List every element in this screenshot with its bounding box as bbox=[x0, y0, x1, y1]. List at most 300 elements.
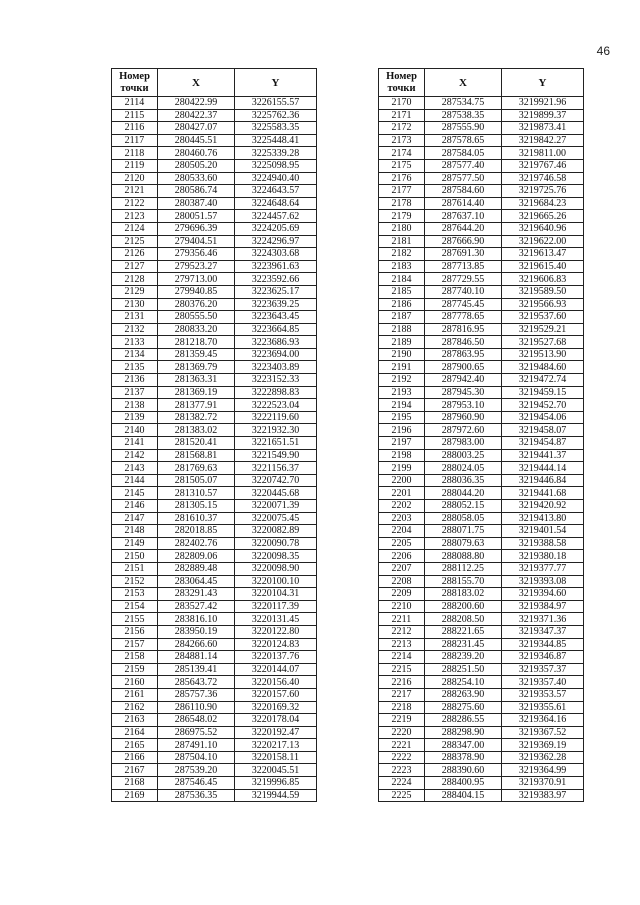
y-cell: 3225098.95 bbox=[235, 159, 317, 172]
table-row bbox=[379, 399, 584, 412]
x-cell: 279713.00 bbox=[158, 273, 235, 286]
x-cell: 287953.10 bbox=[425, 399, 502, 412]
x-cell: 281382.72 bbox=[158, 411, 235, 424]
point-number-cell: 2127 bbox=[112, 260, 158, 273]
point-number-cell: 2130 bbox=[112, 298, 158, 311]
x-cell: 287745.45 bbox=[425, 298, 502, 311]
y-cell: 3219589.50 bbox=[502, 285, 584, 298]
table-row bbox=[379, 134, 584, 147]
point-number-cell: 2147 bbox=[112, 512, 158, 525]
y-cell: 3223403.89 bbox=[235, 361, 317, 374]
y-cell: 3220100.10 bbox=[235, 575, 317, 588]
x-cell: 287577.50 bbox=[425, 172, 502, 185]
point-number-cell: 2198 bbox=[379, 449, 425, 462]
point-number-cell: 2146 bbox=[112, 500, 158, 513]
table-row bbox=[112, 386, 317, 399]
table-row bbox=[112, 537, 317, 550]
y-cell: 3220192.47 bbox=[235, 726, 317, 739]
y-cell: 3220122.80 bbox=[235, 625, 317, 638]
y-cell: 3223152.33 bbox=[235, 374, 317, 387]
table-row bbox=[379, 663, 584, 676]
y-cell: 3220045.51 bbox=[235, 764, 317, 777]
y-cell: 3219944.59 bbox=[235, 789, 317, 802]
table-row bbox=[112, 651, 317, 664]
point-number-cell: 2191 bbox=[379, 361, 425, 374]
point-number-cell: 2171 bbox=[379, 109, 425, 122]
y-cell: 3219842.27 bbox=[502, 134, 584, 147]
y-cell: 3220157.60 bbox=[235, 688, 317, 701]
point-number-cell: 2214 bbox=[379, 651, 425, 664]
y-cell: 3224205.69 bbox=[235, 222, 317, 235]
x-cell: 288088.80 bbox=[425, 550, 502, 563]
x-cell: 284881.14 bbox=[158, 651, 235, 664]
point-number-cell: 2114 bbox=[112, 97, 158, 110]
point-number-cell: 2138 bbox=[112, 399, 158, 412]
point-number-cell: 2177 bbox=[379, 185, 425, 198]
y-cell: 3219401.54 bbox=[502, 525, 584, 538]
table-row bbox=[112, 348, 317, 361]
y-cell: 3219566.93 bbox=[502, 298, 584, 311]
y-cell: 3225339.28 bbox=[235, 147, 317, 160]
point-number-cell: 2200 bbox=[379, 474, 425, 487]
point-number-cell: 2188 bbox=[379, 323, 425, 336]
x-cell: 288058.05 bbox=[425, 512, 502, 525]
x-cell: 281568.81 bbox=[158, 449, 235, 462]
table-row bbox=[379, 462, 584, 475]
header-point-number: Номер точки bbox=[112, 69, 158, 97]
x-cell: 287546.45 bbox=[158, 777, 235, 790]
y-cell: 3223592.66 bbox=[235, 273, 317, 286]
x-cell: 285643.72 bbox=[158, 676, 235, 689]
table-row bbox=[379, 777, 584, 790]
point-number-cell: 2175 bbox=[379, 159, 425, 172]
table-row bbox=[112, 235, 317, 248]
x-cell: 288155.70 bbox=[425, 575, 502, 588]
x-cell: 288200.60 bbox=[425, 600, 502, 613]
table-row bbox=[379, 298, 584, 311]
y-cell: 3221156.37 bbox=[235, 462, 317, 475]
y-cell: 3219364.16 bbox=[502, 714, 584, 727]
x-cell: 283064.45 bbox=[158, 575, 235, 588]
point-number-cell: 2126 bbox=[112, 248, 158, 261]
point-number-cell: 2161 bbox=[112, 688, 158, 701]
header-point-number: Номер точки bbox=[379, 69, 425, 97]
x-cell: 287778.65 bbox=[425, 311, 502, 324]
x-cell: 288183.02 bbox=[425, 588, 502, 601]
x-cell: 282018.85 bbox=[158, 525, 235, 538]
point-number-cell: 2189 bbox=[379, 336, 425, 349]
x-cell: 287945.30 bbox=[425, 386, 502, 399]
table-row bbox=[112, 562, 317, 575]
y-cell: 3224648.64 bbox=[235, 197, 317, 210]
point-number-cell: 2211 bbox=[379, 613, 425, 626]
point-number-cell: 2225 bbox=[379, 789, 425, 802]
y-cell: 3220178.04 bbox=[235, 714, 317, 727]
point-number-cell: 2212 bbox=[379, 625, 425, 638]
table-row bbox=[112, 399, 317, 412]
table-row bbox=[112, 575, 317, 588]
point-number-cell: 2205 bbox=[379, 537, 425, 550]
x-cell: 288404.15 bbox=[425, 789, 502, 802]
y-cell: 3221932.30 bbox=[235, 424, 317, 437]
point-number-cell: 2149 bbox=[112, 537, 158, 550]
x-cell: 280460.76 bbox=[158, 147, 235, 160]
x-cell: 287644.20 bbox=[425, 222, 502, 235]
y-cell: 3219371.36 bbox=[502, 613, 584, 626]
header-x: X bbox=[158, 69, 235, 97]
point-number-cell: 2151 bbox=[112, 562, 158, 575]
table-row bbox=[379, 676, 584, 689]
point-number-cell: 2165 bbox=[112, 739, 158, 752]
x-cell: 287740.10 bbox=[425, 285, 502, 298]
table-row bbox=[112, 298, 317, 311]
x-cell: 287691.30 bbox=[425, 248, 502, 261]
x-cell: 281305.15 bbox=[158, 500, 235, 513]
table-row bbox=[112, 789, 317, 802]
point-number-cell: 2216 bbox=[379, 676, 425, 689]
point-number-cell: 2131 bbox=[112, 311, 158, 324]
y-cell: 3219725.76 bbox=[502, 185, 584, 198]
y-cell: 3224457.62 bbox=[235, 210, 317, 223]
x-cell: 288263.90 bbox=[425, 688, 502, 701]
table-row bbox=[379, 600, 584, 613]
point-number-cell: 2145 bbox=[112, 487, 158, 500]
table-row bbox=[112, 248, 317, 261]
point-number-cell: 2202 bbox=[379, 500, 425, 513]
table-row bbox=[379, 185, 584, 198]
x-cell: 280833.20 bbox=[158, 323, 235, 336]
x-cell: 288221.65 bbox=[425, 625, 502, 638]
table-row bbox=[379, 109, 584, 122]
x-cell: 287637.10 bbox=[425, 210, 502, 223]
table-row bbox=[379, 424, 584, 437]
y-cell: 3219370.91 bbox=[502, 777, 584, 790]
x-cell: 288390.60 bbox=[425, 764, 502, 777]
point-number-cell: 2209 bbox=[379, 588, 425, 601]
x-cell: 281369.19 bbox=[158, 386, 235, 399]
point-number-cell: 2217 bbox=[379, 688, 425, 701]
x-cell: 288254.10 bbox=[425, 676, 502, 689]
table-row bbox=[112, 588, 317, 601]
y-cell: 3220137.76 bbox=[235, 651, 317, 664]
table-row bbox=[112, 600, 317, 613]
point-number-cell: 2141 bbox=[112, 437, 158, 450]
y-cell: 3220104.31 bbox=[235, 588, 317, 601]
x-cell: 283527.42 bbox=[158, 600, 235, 613]
x-cell: 287863.95 bbox=[425, 348, 502, 361]
x-cell: 281610.37 bbox=[158, 512, 235, 525]
point-number-cell: 2160 bbox=[112, 676, 158, 689]
y-cell: 3225448.41 bbox=[235, 134, 317, 147]
table-row bbox=[112, 424, 317, 437]
x-cell: 287666.90 bbox=[425, 235, 502, 248]
x-cell: 287539.20 bbox=[158, 764, 235, 777]
x-cell: 287538.35 bbox=[425, 109, 502, 122]
coordinates-table-left bbox=[111, 68, 317, 802]
x-cell: 288286.55 bbox=[425, 714, 502, 727]
point-number-cell: 2206 bbox=[379, 550, 425, 563]
point-number-cell: 2184 bbox=[379, 273, 425, 286]
y-cell: 3225762.36 bbox=[235, 109, 317, 122]
point-number-cell: 2224 bbox=[379, 777, 425, 790]
table-row bbox=[112, 374, 317, 387]
point-number-cell: 2194 bbox=[379, 399, 425, 412]
point-number-cell: 2183 bbox=[379, 260, 425, 273]
x-cell: 287846.50 bbox=[425, 336, 502, 349]
y-cell: 3219472.74 bbox=[502, 374, 584, 387]
point-number-cell: 2186 bbox=[379, 298, 425, 311]
point-number-cell: 2115 bbox=[112, 109, 158, 122]
x-cell: 288003.25 bbox=[425, 449, 502, 462]
point-number-cell: 2223 bbox=[379, 764, 425, 777]
point-number-cell: 2168 bbox=[112, 777, 158, 790]
table-row bbox=[379, 474, 584, 487]
x-cell: 288024.05 bbox=[425, 462, 502, 475]
y-cell: 3219353.57 bbox=[502, 688, 584, 701]
table-row bbox=[379, 625, 584, 638]
table-row bbox=[112, 159, 317, 172]
y-cell: 3219367.52 bbox=[502, 726, 584, 739]
point-number-cell: 2173 bbox=[379, 134, 425, 147]
y-cell: 3219454.06 bbox=[502, 411, 584, 424]
point-number-cell: 2150 bbox=[112, 550, 158, 563]
x-cell: 282809.06 bbox=[158, 550, 235, 563]
table-row bbox=[379, 726, 584, 739]
x-cell: 283950.19 bbox=[158, 625, 235, 638]
point-number-cell: 2158 bbox=[112, 651, 158, 664]
x-cell: 288400.95 bbox=[425, 777, 502, 790]
table-row bbox=[112, 512, 317, 525]
point-number-cell: 2221 bbox=[379, 739, 425, 752]
point-number-cell: 2204 bbox=[379, 525, 425, 538]
table-header-row bbox=[112, 69, 317, 97]
table-row bbox=[112, 714, 317, 727]
y-cell: 3219355.61 bbox=[502, 701, 584, 714]
x-cell: 288036.35 bbox=[425, 474, 502, 487]
point-number-cell: 2117 bbox=[112, 134, 158, 147]
table-row bbox=[379, 764, 584, 777]
point-number-cell: 2187 bbox=[379, 311, 425, 324]
x-cell: 280422.37 bbox=[158, 109, 235, 122]
table-row bbox=[112, 185, 317, 198]
x-cell: 286975.52 bbox=[158, 726, 235, 739]
y-cell: 3219347.37 bbox=[502, 625, 584, 638]
table-row bbox=[112, 210, 317, 223]
table-row bbox=[112, 449, 317, 462]
table-row bbox=[112, 222, 317, 235]
x-cell: 288298.90 bbox=[425, 726, 502, 739]
header-y: Y bbox=[502, 69, 584, 97]
x-cell: 280376.20 bbox=[158, 298, 235, 311]
table-row bbox=[379, 222, 584, 235]
x-cell: 287491.10 bbox=[158, 739, 235, 752]
point-number-cell: 2180 bbox=[379, 222, 425, 235]
y-cell: 3220117.39 bbox=[235, 600, 317, 613]
table-row bbox=[112, 625, 317, 638]
point-number-cell: 2153 bbox=[112, 588, 158, 601]
y-cell: 3219454.87 bbox=[502, 437, 584, 450]
x-cell: 281369.79 bbox=[158, 361, 235, 374]
point-number-cell: 2181 bbox=[379, 235, 425, 248]
table-row bbox=[112, 764, 317, 777]
table-row bbox=[112, 285, 317, 298]
y-cell: 3223694.00 bbox=[235, 348, 317, 361]
table-row bbox=[379, 437, 584, 450]
header-y: Y bbox=[235, 69, 317, 97]
table-row bbox=[112, 676, 317, 689]
x-cell: 281363.31 bbox=[158, 374, 235, 387]
point-number-cell: 2166 bbox=[112, 751, 158, 764]
point-number-cell: 2201 bbox=[379, 487, 425, 500]
table-row bbox=[379, 550, 584, 563]
y-cell: 3220124.83 bbox=[235, 638, 317, 651]
y-cell: 3220082.89 bbox=[235, 525, 317, 538]
x-cell: 288071.75 bbox=[425, 525, 502, 538]
x-cell: 287713.85 bbox=[425, 260, 502, 273]
point-number-cell: 2120 bbox=[112, 172, 158, 185]
x-cell: 287816.95 bbox=[425, 323, 502, 336]
point-number-cell: 2154 bbox=[112, 600, 158, 613]
table-row bbox=[379, 688, 584, 701]
x-cell: 288112.25 bbox=[425, 562, 502, 575]
point-number-cell: 2218 bbox=[379, 701, 425, 714]
point-number-cell: 2123 bbox=[112, 210, 158, 223]
table-row bbox=[112, 751, 317, 764]
point-number-cell: 2164 bbox=[112, 726, 158, 739]
y-cell: 3220445.68 bbox=[235, 487, 317, 500]
x-cell: 287960.90 bbox=[425, 411, 502, 424]
point-number-cell: 2142 bbox=[112, 449, 158, 462]
point-number-cell: 2219 bbox=[379, 714, 425, 727]
y-cell: 3223625.17 bbox=[235, 285, 317, 298]
y-cell: 3219346.87 bbox=[502, 651, 584, 664]
y-cell: 3224643.57 bbox=[235, 185, 317, 198]
point-number-cell: 2159 bbox=[112, 663, 158, 676]
table-row bbox=[112, 411, 317, 424]
table-row bbox=[379, 386, 584, 399]
y-cell: 3219458.07 bbox=[502, 424, 584, 437]
table-row bbox=[112, 323, 317, 336]
y-cell: 3220071.39 bbox=[235, 500, 317, 513]
table-row bbox=[379, 651, 584, 664]
point-number-cell: 2140 bbox=[112, 424, 158, 437]
point-number-cell: 2124 bbox=[112, 222, 158, 235]
y-cell: 3223639.25 bbox=[235, 298, 317, 311]
table-row bbox=[379, 336, 584, 349]
table-row bbox=[112, 739, 317, 752]
y-cell: 3219484.60 bbox=[502, 361, 584, 374]
y-cell: 3224940.40 bbox=[235, 172, 317, 185]
y-cell: 3224296.97 bbox=[235, 235, 317, 248]
x-cell: 281769.63 bbox=[158, 462, 235, 475]
y-cell: 3225583.35 bbox=[235, 122, 317, 135]
y-cell: 3220090.78 bbox=[235, 537, 317, 550]
point-number-cell: 2163 bbox=[112, 714, 158, 727]
x-cell: 285139.41 bbox=[158, 663, 235, 676]
table-row bbox=[379, 348, 584, 361]
point-number-cell: 2213 bbox=[379, 638, 425, 651]
y-cell: 3220098.35 bbox=[235, 550, 317, 563]
table-row bbox=[379, 512, 584, 525]
y-cell: 3219380.18 bbox=[502, 550, 584, 563]
x-cell: 281383.02 bbox=[158, 424, 235, 437]
table-row bbox=[112, 474, 317, 487]
point-number-cell: 2192 bbox=[379, 374, 425, 387]
y-cell: 3219377.77 bbox=[502, 562, 584, 575]
table-row bbox=[112, 172, 317, 185]
header-x: X bbox=[425, 69, 502, 97]
point-number-cell: 2128 bbox=[112, 273, 158, 286]
point-number-cell: 2121 bbox=[112, 185, 158, 198]
point-number-cell: 2172 bbox=[379, 122, 425, 135]
x-cell: 284266.60 bbox=[158, 638, 235, 651]
table-row bbox=[112, 688, 317, 701]
table-row bbox=[112, 197, 317, 210]
x-cell: 280586.74 bbox=[158, 185, 235, 198]
y-cell: 3221549.90 bbox=[235, 449, 317, 462]
table-row bbox=[112, 487, 317, 500]
point-number-cell: 2197 bbox=[379, 437, 425, 450]
point-number-cell: 2167 bbox=[112, 764, 158, 777]
x-cell: 287983.00 bbox=[425, 437, 502, 450]
coordinates-table-right bbox=[378, 68, 584, 802]
point-number-cell: 2137 bbox=[112, 386, 158, 399]
y-cell: 3219606.83 bbox=[502, 273, 584, 286]
table-header-row bbox=[379, 69, 584, 97]
x-cell: 288231.45 bbox=[425, 638, 502, 651]
point-number-cell: 2162 bbox=[112, 701, 158, 714]
table-row bbox=[379, 147, 584, 160]
table-row bbox=[112, 663, 317, 676]
table-row bbox=[379, 97, 584, 110]
y-cell: 3220158.11 bbox=[235, 751, 317, 764]
x-cell: 281505.07 bbox=[158, 474, 235, 487]
x-cell: 281310.57 bbox=[158, 487, 235, 500]
y-cell: 3219388.58 bbox=[502, 537, 584, 550]
x-cell: 288208.50 bbox=[425, 613, 502, 626]
y-cell: 3223664.85 bbox=[235, 323, 317, 336]
y-cell: 3219527.68 bbox=[502, 336, 584, 349]
x-cell: 287584.60 bbox=[425, 185, 502, 198]
x-cell: 287614.40 bbox=[425, 197, 502, 210]
x-cell: 286548.02 bbox=[158, 714, 235, 727]
y-cell: 3219393.08 bbox=[502, 575, 584, 588]
table-row bbox=[112, 260, 317, 273]
x-cell: 280387.40 bbox=[158, 197, 235, 210]
table-row bbox=[112, 122, 317, 135]
table-row bbox=[379, 487, 584, 500]
table-row bbox=[379, 613, 584, 626]
table-row bbox=[112, 109, 317, 122]
table-row bbox=[112, 273, 317, 286]
y-cell: 3219413.80 bbox=[502, 512, 584, 525]
y-cell: 3219452.70 bbox=[502, 399, 584, 412]
y-cell: 3219394.60 bbox=[502, 588, 584, 601]
x-cell: 287536.35 bbox=[158, 789, 235, 802]
x-cell: 282402.76 bbox=[158, 537, 235, 550]
point-number-cell: 2170 bbox=[379, 97, 425, 110]
x-cell: 288347.00 bbox=[425, 739, 502, 752]
y-cell: 3220075.45 bbox=[235, 512, 317, 525]
x-cell: 282889.48 bbox=[158, 562, 235, 575]
x-cell: 287584.05 bbox=[425, 147, 502, 160]
y-cell: 3219441.37 bbox=[502, 449, 584, 462]
point-number-cell: 2178 bbox=[379, 197, 425, 210]
point-number-cell: 2207 bbox=[379, 562, 425, 575]
table-row bbox=[379, 701, 584, 714]
table-row bbox=[379, 361, 584, 374]
table-row bbox=[379, 197, 584, 210]
